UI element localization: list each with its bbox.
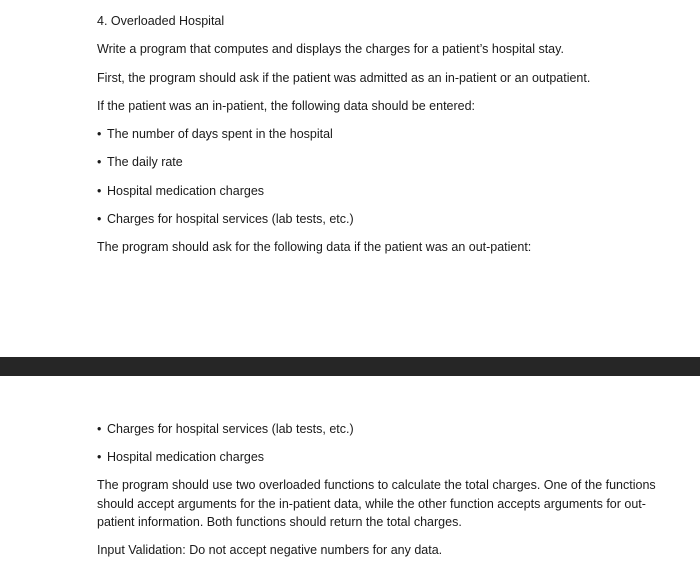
inpatient-item-label: Hospital medication charges (107, 184, 265, 198)
bullet-icon: • (97, 450, 102, 464)
inpatient-intro: If the patient was an in-patient, the following data should be entered: (97, 99, 476, 113)
bullet-icon: • (97, 184, 102, 198)
outpatient-item-label: Charges for hospital services (lab tests, etc.) (107, 422, 354, 436)
inpatient-item (97, 183, 264, 199)
outpatient-item-label: Hospital medication charges (107, 450, 265, 464)
bullet-icon: • (97, 155, 102, 169)
inpatient-item (97, 126, 333, 142)
inpatient-item-label: The number of days spent in the hospital (107, 127, 333, 141)
validation-text: Input Validation: Do not accept negative numbers for any data. (97, 543, 443, 557)
functions-paragraph: The program should use two overloaded functions to calculate the total charges. One of the functions should accept arguments for the in-patient data, while the other function accepts arguments for out-patient information. Both functions should return the total charges. (97, 478, 656, 529)
heading: 4. Overloaded Hospital (97, 14, 225, 28)
outpatient-item (97, 449, 264, 465)
outpatient-item (97, 421, 354, 437)
bullet-icon: • (97, 212, 102, 226)
outpatient-intro: The program should ask for the following data if the patient was an out-patient: (97, 240, 532, 254)
inpatient-item (97, 211, 354, 227)
inpatient-item (97, 154, 183, 170)
bullet-icon: • (97, 127, 102, 141)
inpatient-item-label: Charges for hospital services (lab tests, etc.) (107, 212, 354, 226)
page-break-divider (0, 357, 700, 376)
inpatient-item-label: The daily rate (107, 155, 183, 169)
first-text: First, the program should ask if the patient was admitted as an in-patient or an outpatient. (97, 71, 591, 85)
intro-text: Write a program that computes and displays the charges for a patient’s hospital stay. (97, 42, 564, 56)
bullet-icon: • (97, 422, 102, 436)
